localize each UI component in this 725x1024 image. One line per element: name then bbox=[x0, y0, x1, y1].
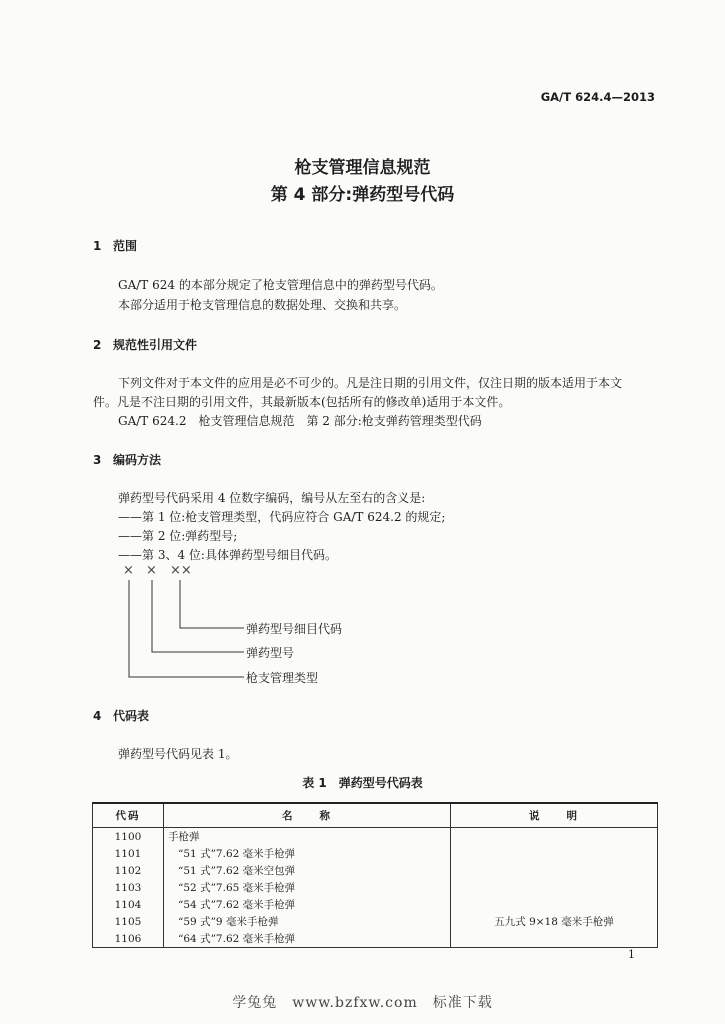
code-table bbox=[92, 802, 658, 948]
cell-desc bbox=[451, 828, 658, 846]
table-row bbox=[93, 862, 658, 879]
section-3-item-2: ——第 2 位:弹药型号; bbox=[118, 529, 238, 543]
table-row bbox=[93, 828, 658, 846]
header-code: 代码 bbox=[93, 803, 164, 828]
coding-diagram-lines bbox=[120, 578, 250, 683]
section-4-intro: 弹药型号代码见表 1。 bbox=[118, 747, 238, 761]
table-row bbox=[93, 879, 658, 896]
digit-mark-1: × bbox=[123, 563, 134, 578]
section-3-item-1: ——第 1 位:枪支管理类型，代码应符合 GA/T 624.2 的规定; bbox=[118, 510, 446, 524]
cell-name: 手枪弹 bbox=[164, 828, 451, 846]
section-2-para-line-1: 下列文件对于本文件的应用是必不可少的。凡是注日期的引用文件，仅注日期的版本适用于本文 bbox=[118, 376, 623, 390]
cell-desc bbox=[451, 879, 658, 896]
section-number: 2 bbox=[93, 338, 102, 352]
cell-code: 1105 bbox=[93, 913, 164, 930]
table-row bbox=[93, 913, 658, 930]
digit-mark-2: × bbox=[146, 563, 157, 578]
cell-name: “52 式”7.65 毫米手枪弹 bbox=[164, 879, 451, 896]
section-3-intro: 弹药型号代码采用 4 位数字编码，编号从左至右的含义是: bbox=[118, 491, 426, 505]
digit-mark-3-4: ×× bbox=[170, 563, 192, 578]
cell-code: 1104 bbox=[93, 896, 164, 913]
section-title: 范围 bbox=[113, 239, 138, 253]
cell-name: “54 式”7.62 毫米手枪弹 bbox=[164, 896, 451, 913]
table-row bbox=[93, 845, 658, 862]
section-title: 代码表 bbox=[113, 709, 150, 723]
diagram-label-type: 枪支管理类型 bbox=[246, 671, 319, 685]
line-ammo-model bbox=[152, 580, 244, 652]
standard-number: GA/T 624.4—2013 bbox=[540, 90, 655, 104]
cell-name: “59 式”9 毫米手枪弹 bbox=[164, 913, 451, 930]
section-2-reference: GA/T 624.2 枪支管理信息规范 第 2 部分:枪支弹药管理类型代码 bbox=[118, 414, 482, 428]
cell-name: “51 式”7.62 毫米空包弹 bbox=[164, 862, 451, 879]
section-3-heading bbox=[93, 451, 161, 468]
cell-code: 1106 bbox=[93, 930, 164, 948]
table-header-row bbox=[93, 803, 658, 828]
diagram-label-detail: 弹药型号细目代码 bbox=[246, 622, 343, 636]
cell-desc bbox=[451, 930, 658, 948]
cell-desc bbox=[451, 862, 658, 879]
section-number: 1 bbox=[93, 239, 102, 253]
table-caption: 表 1 弹药型号代码表 bbox=[302, 776, 423, 790]
diagram-label-model: 弹药型号 bbox=[246, 646, 295, 660]
cell-code: 1100 bbox=[93, 828, 164, 846]
document-title: 枪支管理信息规范 bbox=[294, 158, 431, 178]
header-name: 名 称 bbox=[164, 803, 451, 828]
header-desc: 说 明 bbox=[451, 803, 658, 828]
table-row bbox=[93, 896, 658, 913]
section-4-heading bbox=[93, 707, 149, 724]
document-subtitle: 第 4 部分:弹药型号代码 bbox=[270, 185, 455, 205]
cell-desc bbox=[451, 896, 658, 913]
footer-watermark: 学兔兔 www.bzfxw.com 标准下载 bbox=[232, 995, 493, 1011]
cell-desc: 五九式 9×18 毫米手枪弹 bbox=[451, 913, 658, 930]
section-1-heading bbox=[93, 237, 137, 254]
cell-code: 1101 bbox=[93, 845, 164, 862]
cell-desc bbox=[451, 845, 658, 862]
page-number: 1 bbox=[628, 948, 635, 961]
section-number: 3 bbox=[93, 453, 102, 467]
section-2-para-line-2: 件。凡是不注日期的引用文件，其最新版本(包括所有的修改单)适用于本文件。 bbox=[93, 395, 511, 409]
cell-code: 1103 bbox=[93, 879, 164, 896]
section-2-heading bbox=[93, 336, 197, 353]
cell-name: “64 式”7.62 毫米手枪弹 bbox=[164, 930, 451, 948]
section-title: 编码方法 bbox=[113, 453, 162, 467]
section-1-para-2: 本部分适用于枪支管理信息的数据处理、交换和共享。 bbox=[118, 298, 407, 312]
cell-code: 1102 bbox=[93, 862, 164, 879]
section-3-item-3: ——第 3、4 位:具体弹药型号细目代码。 bbox=[118, 548, 337, 562]
section-number: 4 bbox=[93, 709, 102, 723]
table-row bbox=[93, 930, 658, 948]
line-detail-code bbox=[180, 580, 244, 628]
section-title: 规范性引用文件 bbox=[113, 338, 198, 352]
section-1-para-1: GA/T 624 的本部分规定了枪支管理信息中的弹药型号代码。 bbox=[118, 278, 443, 292]
cell-name: “51 式”7.62 毫米手枪弹 bbox=[164, 845, 451, 862]
